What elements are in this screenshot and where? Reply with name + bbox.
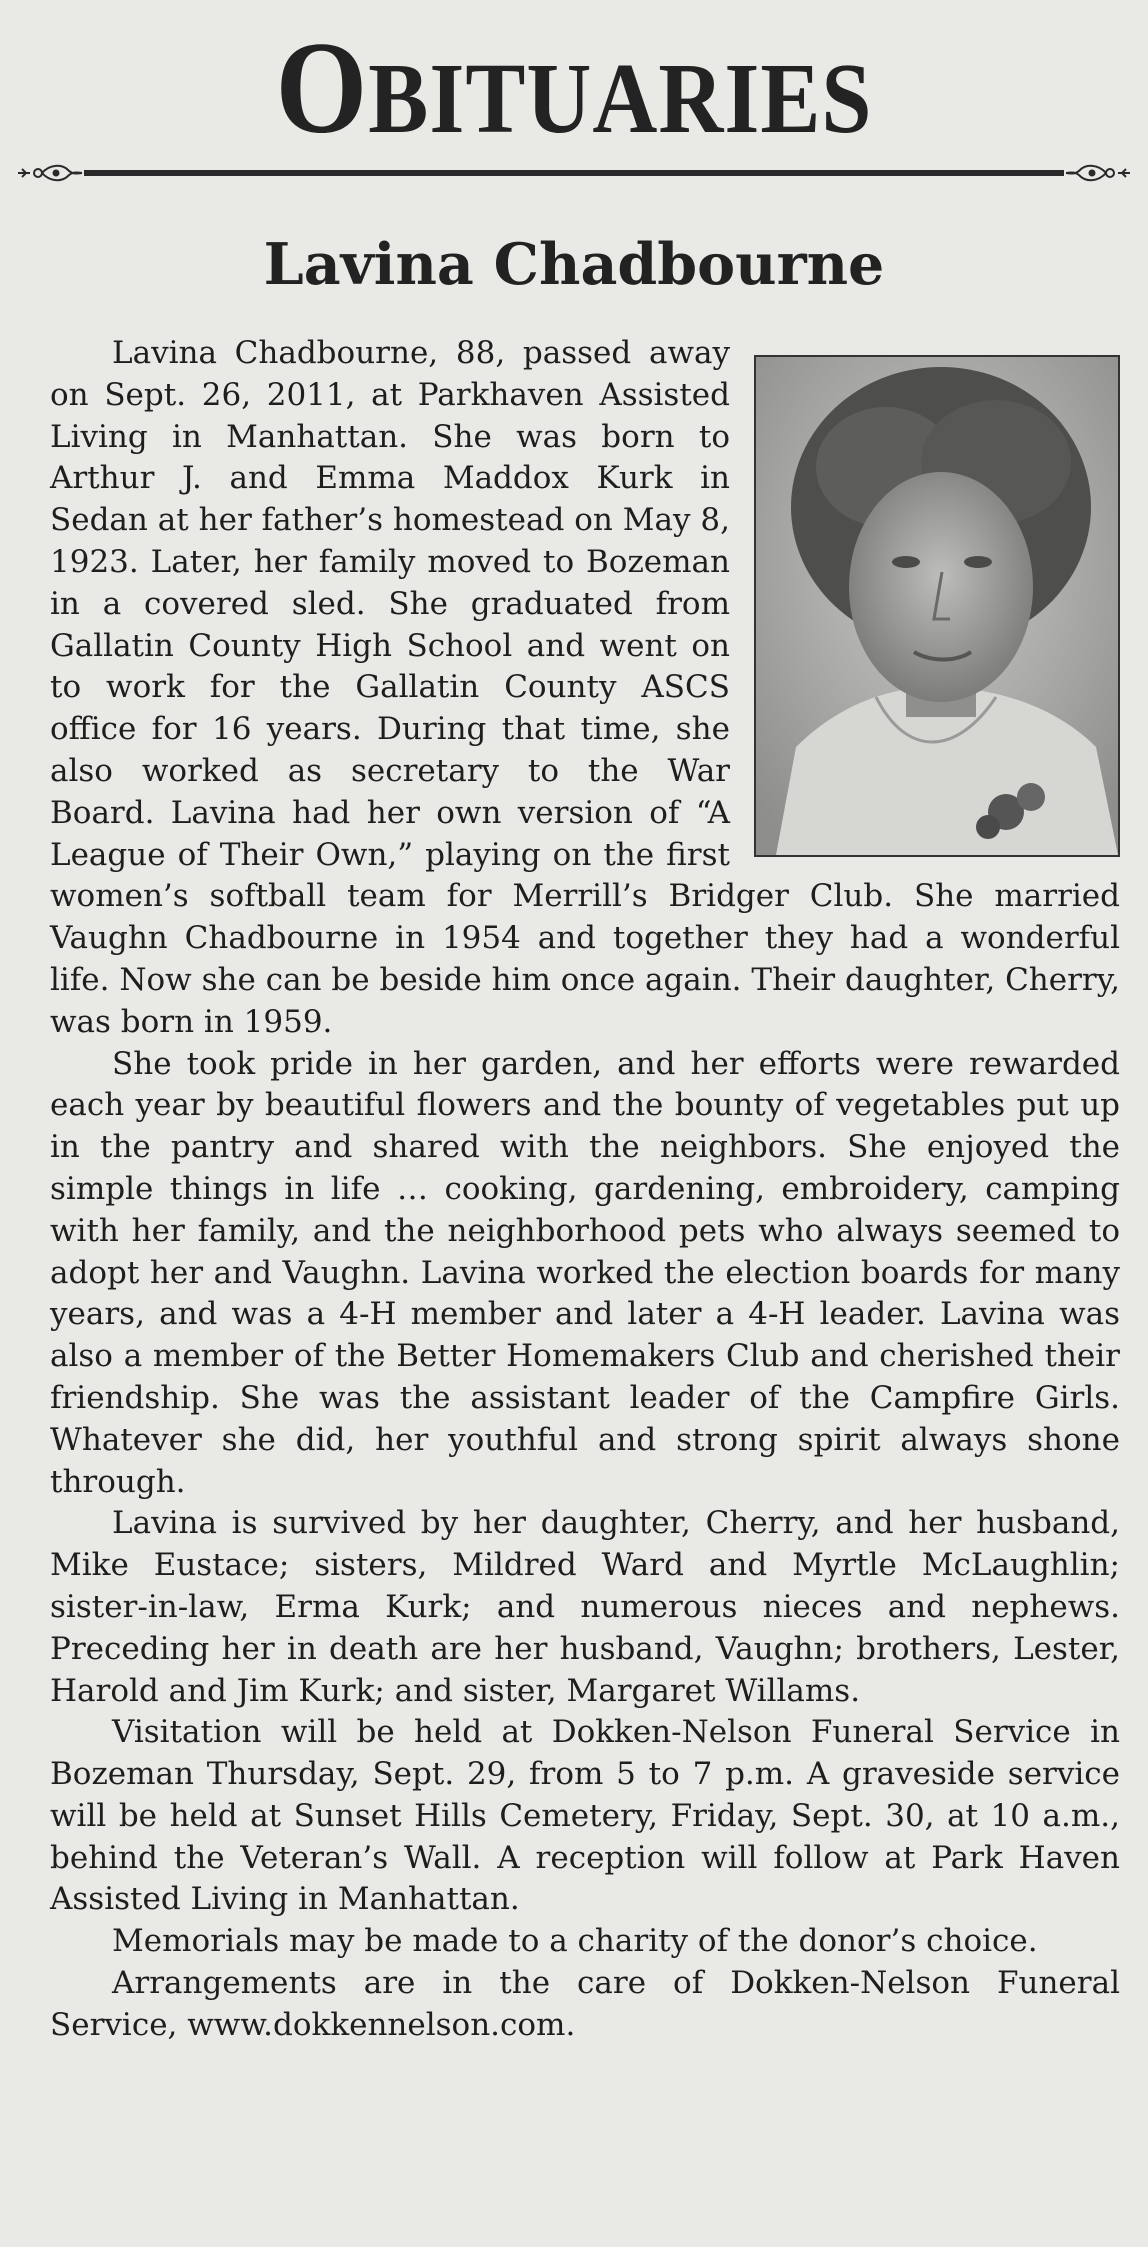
ornamental-rule (16, 162, 1132, 184)
section-title-rest: BITUARIES (368, 43, 873, 155)
portrait-image (756, 357, 1118, 855)
obituary-headline: Lavina Chadbourne (263, 231, 885, 298)
portrait-photo (754, 355, 1120, 857)
obituary-paragraph: Lavina Chadbourne, 88, passed away on Sept. 26, 2011, at Parkhaven Assisted Living in Manhattan. She was born to Arthur J. and Emma Maddox Kurk in Sedan at her father’s homestead on May 8, 1923. Later, her family moved to Bozeman in a covered sled. She graduated from Gallatin County High School and went on to work for the Gallatin County ASCS office for 16 years. During that time, she also worked as secretary to the War Board. Lavina had her own version of “A League of Their Own,” playing on the first women’s softball team for Merrill’s Bridger Club. She married Vaughn Chadbourne in 1954 and together they had a wonderful life. Now she can be beside him once again. Their daughter, Cherry, was born in 1959. (50, 335, 1120, 1040)
obituary-paragraph: She took pride in her garden, and her efforts were rewarded each year by beautiful flowers and the bounty of vegetables put up in the pantry and shared with the neighbors. She enjoyed the simple things in life … cooking, gardening, embroidery, camping with her family, and the neighborhood pets who always seemed to adopt her and Vaughn. Lavina worked the election boards for many years, and was a 4-H member and later a 4-H leader. Lavina was also a member of the Better Homemakers Club and cherished their friendship. She was the assistant leader of the Campfire Girls. Whatever she did, her youthful and strong spirit always shone through. (50, 1045, 1120, 1500)
obituary-body (50, 333, 1120, 2047)
obituary-paragraph: Visitation will be held at Dokken-Nelson Funeral Service in Bozeman Thursday, Sept. 29, from 5 to 7 p.m. A graveside service will be held at Sunset Hills Cemetery, Friday, Sept. 30, at 10 a.m., behind the Veteran’s Wall. A reception will follow at Park Haven Assisted Living in Manhattan. (50, 1714, 1120, 1918)
obituary-paragraph: Memorials may be made to a charity of the donor’s choice. (112, 1923, 1038, 1960)
obituary-paragraph: Lavina is survived by her daughter, Cherry, and her husband, Mike Eustace; sisters, Mildred Ward and Myrtle McLaughlin; sister-in-law, Erma Kurk; and numerous nieces and nephews. Preceding her in death are her husband, Vaughn; brothers, Lester, Harold and Jim Kurk; and sister, Margaret Willams. (50, 1505, 1120, 1709)
section-title (0, 14, 1148, 161)
obituary-paragraph: Arrangements are in the care of Dokken-Nelson Funeral Service, www.dokkennelson.com. (50, 1965, 1120, 2043)
section-title-initial: O (275, 14, 369, 161)
